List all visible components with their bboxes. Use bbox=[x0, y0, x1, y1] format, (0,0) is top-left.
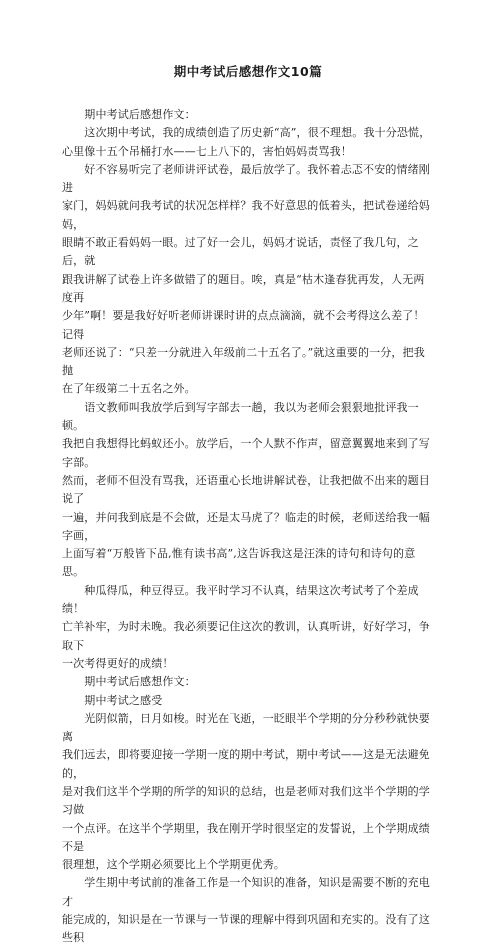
body-line: 在了年级第二十五名之外。 bbox=[62, 382, 196, 396]
body-line: 跟我讲解了试卷上许多做错了的题目。唉，真是“枯木逢春犹再发，人无两度再 bbox=[62, 272, 425, 304]
body-line: 光阴似箭，日月如梭。时光在飞逝，一眨眼半个学期的分分秒秒就快要离 bbox=[62, 711, 430, 744]
body-line: 心里像十五个吊桶打水——七上八下的，害怕妈妈责骂我！ bbox=[62, 144, 352, 158]
body-line: 少年”啊！要是我好好听老师讲课时讲的点点滴滴，就不会考得这么差了！记得 bbox=[62, 309, 425, 341]
body-line: 期中考试后感想作文： bbox=[62, 675, 196, 689]
body-line: 种瓜得瓜，种豆得豆。我平时学习不认真，结果这次考试考了个差成绩！ bbox=[62, 583, 419, 616]
body-line: 老师还说了：“只差一分就进入年级前二十五名了。”就这重要的一分，把我抛 bbox=[62, 345, 425, 378]
body-line: 一次考得更好的成绩！ bbox=[62, 656, 174, 670]
body-line: 我把自我想得比蚂蚁还小。放学后，一个人默不作声，留意翼翼地来到了写字部。 bbox=[62, 437, 430, 469]
document-title: 期中考试后感想作文10篇 bbox=[173, 64, 323, 79]
body-line: 这次期中考试，我的成绩创造了历史新“高”，很不理想。我十分恐慌， bbox=[62, 126, 431, 140]
body-line: 语文教师叫我放学后到写字部去一趟，我以为老师会狠狠地批评我一顿。 bbox=[62, 400, 419, 433]
body-line: 亡羊补牢，为时未晚。我必须要记住这次的教训，认真听讲，好好学习，争取下 bbox=[62, 620, 430, 652]
body-line: 能完成的，知识是在一节课与一节课的理解中得到巩固和充实的。没有了这些积 bbox=[62, 913, 430, 945]
body-line: 学生期中考试前的准备工作是一个知识的准备，知识是需要不断的充电才 bbox=[62, 876, 430, 908]
body-line: 期中考试后感想作文： bbox=[62, 108, 196, 121]
body-line: 我们远去，即将要迎接一学期一度的期中考试，期中考试——这是无法避免的， bbox=[62, 748, 430, 780]
body-line: 一个点评。在这半个学期里，我在刚开学时很坚定的发誓说，上个学期成绩不是 bbox=[62, 821, 430, 853]
body-line: 一遍，并问我到底是不会做，还是太马虎了？临走的时候，老师送给我一幅字画， bbox=[62, 510, 430, 542]
body-line: 好不容易听完了老师讲评试卷，最后放学了。我怀着忐忑不安的情绪刚进 bbox=[62, 162, 430, 195]
body-line: 眼睛不敢正看妈妈一眼。过了好一会儿，妈妈才说话，责怪了我几句，之后，就 bbox=[62, 236, 419, 268]
body-line: 上面写着“万般皆下品,惟有读书高”,这告诉我这是汪洙的诗句和诗句的意思。 bbox=[62, 547, 416, 579]
body-line: 然而，老师不但没有骂我，还语重心长地讲解试卷，让我把做不出来的题目说了 bbox=[62, 473, 430, 506]
document-body bbox=[62, 106, 434, 948]
body-line: 是对我们这半个学期的所学的知识的总结，也是老师对我们这半个学期的学习做 bbox=[62, 784, 430, 817]
body-line: 期中考试之感受 bbox=[62, 693, 163, 707]
body-line: 很理想，这个学期必须要比上个学期更优秀。 bbox=[62, 858, 285, 872]
body-line: 家门，妈妈就问我考试的状况怎样样？我不好意思的低着头，把试卷递给妈妈， bbox=[62, 199, 430, 231]
